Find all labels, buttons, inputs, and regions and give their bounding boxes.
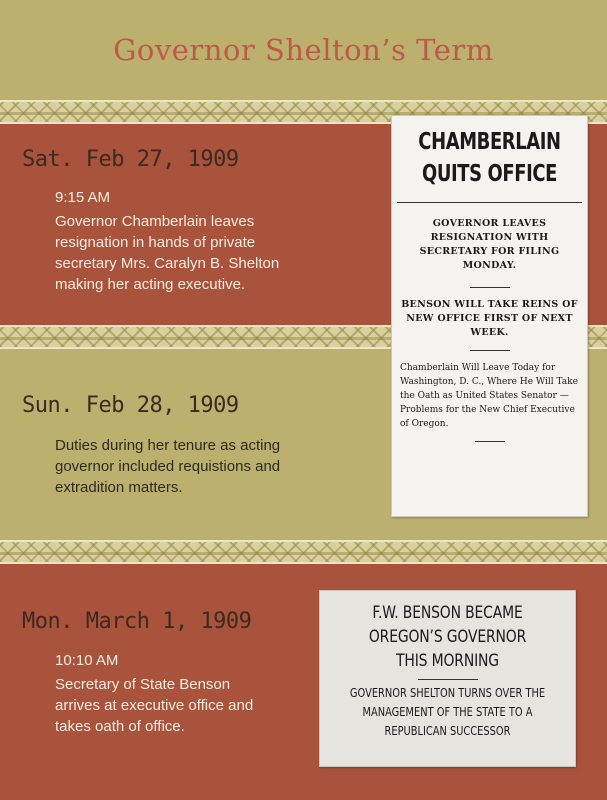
entry-1-date: Sat. Feb 27, 1909 [22,147,239,172]
entry-3-time: 10:10 AM [55,652,119,669]
clipping-1-rule-1 [397,202,582,203]
newspaper-clipping-chamberlain [391,115,588,517]
entry-1-time: 9:15 AM [55,189,111,206]
clipping-2-headline-1: F.W. BENSON BECAME [372,603,523,623]
clipping-1-rule-2 [470,287,510,288]
entry-1-description: Governor Chamberlain leaves resignation in hands of private secretary Mrs. Caralyn B. Shelton making her acting executive. [55,213,280,293]
chain-divider-3 [0,540,607,564]
clipping-2-subhead-2: MANAGEMENT OF THE STATE TO A [362,705,533,719]
clipping-1-headline-1: CHAMBERLAIN [418,129,561,155]
page-title: Governor Shelton’s Term [113,33,494,67]
clipping-1-subhead-2: BENSON WILL TAKE REINS OF NEW OFFICE FIRST OF NEXT WEEK. [401,299,578,338]
entry-3-date: Mon. March 1, 1909 [22,609,252,634]
clipping-1-rule-3 [470,350,510,351]
entry-3-description: Secretary of State Benson arrives at executive office and takes oath of office. [55,676,254,735]
clipping-2-subhead-3: REPUBLICAN SUCCESSOR [384,724,511,738]
clipping-1-rule-4 [475,441,505,442]
entry-2-date: Sun. Feb 28, 1909 [22,393,239,418]
clipping-2-subhead-1: GOVERNOR SHELTON TURNS OVER THE [349,686,546,700]
clipping-2-rule [418,679,478,680]
clipping-2-headline-3: THIS MORNING [396,651,499,671]
clipping-1-subhead-1: GOVERNOR LEAVES RESIGNATION WITH SECRETARY FOR FILING MONDAY. [419,218,560,271]
clipping-2-headline-2: OREGON’S GOVERNOR [368,627,527,647]
entry-2-description: Duties during her tenure as acting governor included requistions and extradition matters. [55,437,281,496]
clipping-1-headline-2: QUITS OFFICE [421,161,558,187]
clipping-1-body: Chamberlain Will Leave Today for Washington, D. C., Where He Will Take the Oath as United States Senator — Problems for the New Chief Executive of Oregon. [400,363,578,429]
newspaper-clipping-benson [319,590,576,767]
